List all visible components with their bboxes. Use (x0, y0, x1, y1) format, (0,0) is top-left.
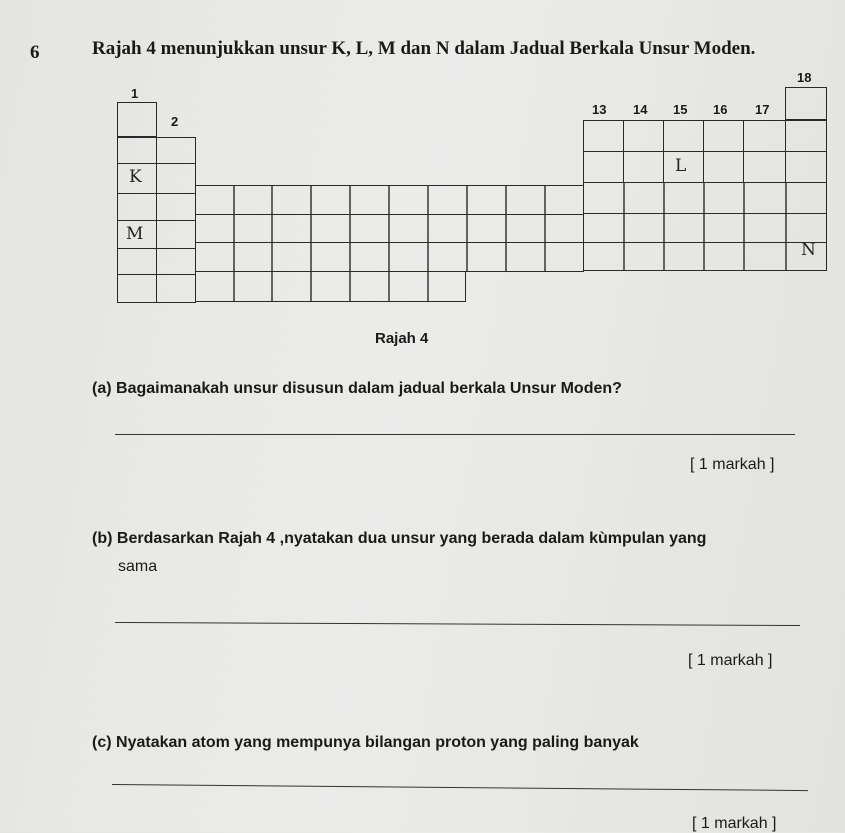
part-b-text: Berdasarkan Rajah 4 ,nyatakan dua unsur yang berada dalam kùmpulan yang (116, 530, 707, 547)
figure-caption: Rajah 4 (375, 330, 429, 347)
group-label-17: 17 (755, 102, 770, 117)
group-label-1: 1 (131, 86, 139, 101)
part-a-label: (a) (92, 380, 112, 397)
part-c-text: Nyatakan atom yang mempunya bilangan proton yang paling banyak (116, 734, 639, 751)
grid-lines (0, 0, 845, 320)
marks-a: [ 1 markah ] (690, 456, 775, 473)
part-b-label: (b) (92, 530, 113, 547)
group-label-16: 16 (713, 102, 728, 117)
element-m: M (126, 224, 144, 244)
question-number: 6 (30, 42, 40, 63)
marks-c: [ 1 markah ] (692, 815, 777, 832)
part-c-label: (c) (92, 734, 112, 751)
part-c-question (92, 734, 639, 752)
group-label-14: 14 (633, 102, 648, 117)
answer-line-c[interactable] (112, 784, 808, 791)
part-a-text: Bagaimanakah unsur disusun dalam jadual berkala Unsur Moden? (116, 380, 622, 397)
group-label-2: 2 (171, 114, 179, 129)
periodic-table-diagram (0, 0, 845, 320)
element-k: K (129, 167, 142, 187)
group-label-18: 18 (797, 70, 812, 85)
element-l: L (675, 156, 687, 176)
group-label-15: 15 (673, 102, 688, 117)
question-text: Rajah 4 menunjukkan unsur K, L, M dan N dalam Jadual Berkala Unsur Moden. (92, 38, 756, 59)
answer-line-a[interactable] (115, 434, 795, 435)
group-label-13: 13 (592, 102, 607, 117)
marks-b: [ 1 markah ] (688, 652, 773, 669)
part-b-text-cont: sama (118, 558, 158, 575)
element-n: N (801, 240, 816, 260)
part-b-question (92, 530, 706, 548)
answer-line-b[interactable] (115, 622, 800, 626)
part-a-question (92, 380, 622, 398)
